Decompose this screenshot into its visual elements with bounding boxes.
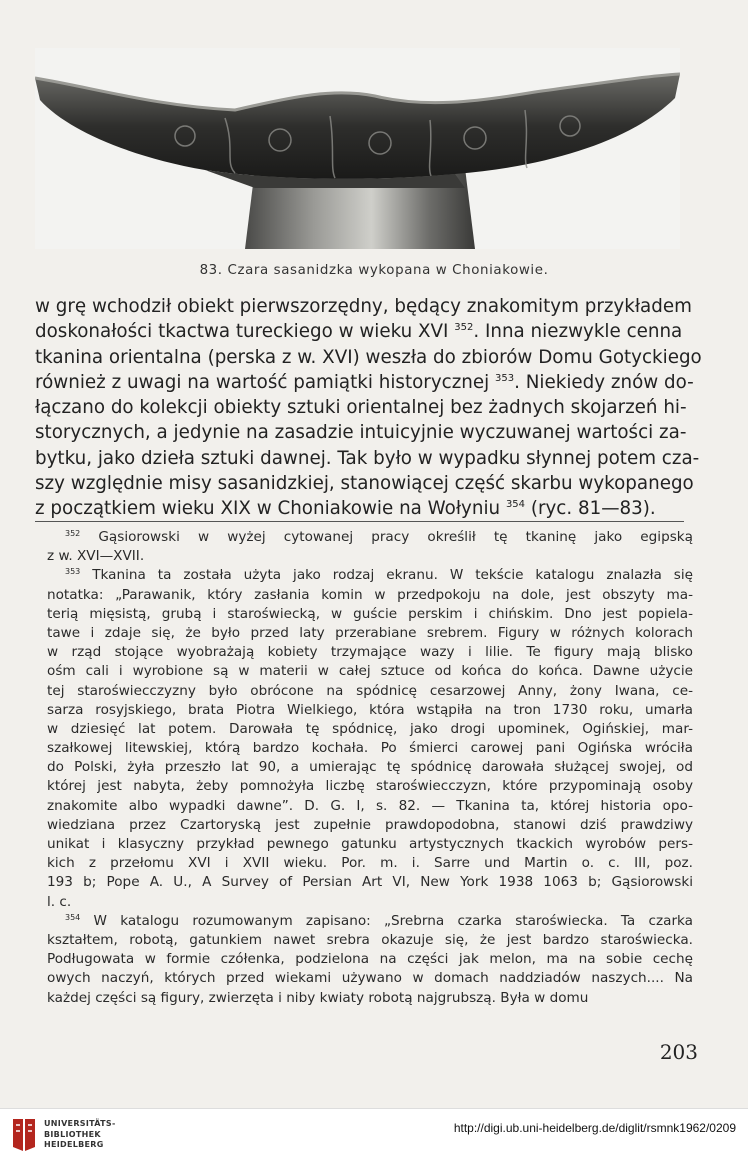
note-line (47, 816, 693, 835)
note-line (47, 701, 693, 720)
note-text: owych naczyń, których przed wiekami używano w domach naddziadów naszych.... Na (47, 970, 693, 987)
library-line-1: UNIVERSITÄTS- (44, 1119, 116, 1128)
note-line (47, 566, 693, 585)
note-text: każdej części są figury, zwierzęta i niby kwiaty robotą najgrubszą. Była w domu (47, 989, 589, 1006)
note-text: sarza rosyjskiego, brata Piotra Wielkiego, która wstąpiła na tron 1730 roku, umarła (47, 701, 693, 718)
page-number: 203 (659, 1040, 698, 1064)
main-text: doskonałości tkactwa tureckiego w wieku XVI (35, 321, 455, 343)
note-text: z w. XVI—XVII. (47, 548, 145, 565)
main-text: tkanina orientalna (perska z w. XVI) weszła do zbiorów Domu Gotyckiego (35, 346, 702, 368)
footnote-rule (35, 521, 684, 522)
note-line (47, 835, 693, 854)
note-text: unikat i klasyczny przykład pewnego gatunku artystycznych tkackich wyrobów pers- (47, 836, 693, 852)
figure-caption: 83. Czara sasanidzka wykopana w Choniakowie. (199, 263, 549, 278)
note-line (47, 682, 693, 701)
note-text: ośm cali i wyrobione są w materii w całej sztuce od końca do końca. Dawne użycie (47, 663, 693, 680)
note-line (47, 643, 693, 662)
note-line (47, 931, 693, 950)
note-line (47, 605, 693, 624)
note-line (47, 528, 693, 547)
note-text: Podługowata w formie czółenka, podzielona na części jak melon, ma na sobie cechę (47, 951, 693, 968)
footnote-text: W katalogu rozumowanym zapisano: „Srebrna czarka staroświecka. Ta czarka (80, 912, 693, 929)
note-text: l. c. (47, 893, 72, 910)
main-text: z początkiem wieku XIX w Choniakowie na Wołyniu (35, 498, 506, 520)
note-line (47, 739, 693, 758)
footnotes (47, 528, 693, 1008)
note-text: szałkowej litewskiej, którą bardzo kochała. Po śmierci carowej pani Ogińska wróciła (47, 740, 693, 757)
body-text (35, 294, 702, 522)
note-line (47, 624, 693, 643)
footnote-text: Tkanina ta została użyta jako rodzaj ekranu. W tekście katalogu znalazła się (80, 567, 693, 584)
main-text: w grę wchodził obiekt pierwszorzędny, będący znakomitym przykładem (35, 296, 692, 317)
note-text: wiedziana przez Czartoryską jest zupełnie prawdopodobna, stanowi dziś prawdziwy (47, 816, 693, 833)
main-line (35, 496, 669, 521)
main-line (35, 294, 692, 319)
note-text: terią mięsistą, grubą i staroświecką, w guście perskim i chińskim. Dno jest popiela- (47, 605, 693, 622)
main-text-cont: (ryc. 81—83). (525, 498, 656, 520)
library-line-3: HEIDELBERG (44, 1140, 104, 1149)
footnote-marker: 353 (65, 567, 81, 577)
note-line (47, 720, 693, 739)
main-line (35, 370, 694, 395)
main-text: również z uwagi na wartość pamiątki historycznej (35, 371, 496, 393)
note-line (47, 586, 693, 605)
note-line (47, 854, 693, 873)
footer-bar (0, 1108, 748, 1162)
note-line (47, 758, 693, 777)
note-text: tawe i zdaje się, że było przed laty przerabiane srebrem. Figury w różnych kolorach (47, 624, 693, 641)
note-line (47, 893, 693, 912)
note-line (47, 912, 693, 931)
main-text: bytku, jako dzieła sztuki dawnej. Tak było w wypadku słynnej potem cza- (35, 447, 700, 469)
note-text: kształtem, robotą, gatunkiem nawet srebra okazuje się, że jest bardzo staroświecka. (47, 931, 693, 948)
note-text: w dziesięć lat potem. Darowała tę spódnicę, jako drogi upominek, Ogińskiej, mar- (47, 720, 693, 737)
main-text: łączano do kolekcji obiekty sztuki orientalnej bez żadnych skojarzeń hi- (35, 397, 687, 419)
bowl-photo (35, 48, 680, 249)
note-text: tej staroświecczyzny było obrócone na spódnicę cesarzowej Anny, żony Iwana, ce- (47, 682, 693, 699)
note-line (47, 873, 693, 892)
footnote-marker: 352 (65, 529, 81, 538)
main-line (35, 345, 702, 370)
note-line (47, 777, 693, 796)
note-line (47, 989, 693, 1008)
note-line (47, 547, 693, 566)
note-text: 193 b; Pope A. U., A Survey of Persian Art VI, New York 1938 1063 b; Gąsiorowski (47, 874, 693, 891)
note-text: znakomite albo wypadki dawne”. D. G. I, s. 82. — Tkanina ta, której historia opo- (47, 797, 693, 814)
main-text: storycznych, a jedynie na zasadzie intuicyjnie wyczuwanej wartości za- (35, 422, 687, 444)
university-logo-icon (11, 1117, 37, 1153)
note-line (47, 969, 693, 988)
note-text: kich z przełomu XVI i XVII wieku. Por. m. i. Sarre und Martin o. c. III, poz. (47, 855, 693, 872)
main-line (35, 395, 687, 420)
main-text-cont: . Niekiedy znów do- (514, 371, 694, 393)
library-name (44, 1119, 116, 1151)
main-line (35, 420, 687, 445)
footnote-reference: 352 (454, 322, 474, 334)
main-line (35, 319, 683, 344)
footnote-text: Gąsiorowski w wyżej cytowanej pracy określił tę tkaninę jako egipską (80, 529, 693, 545)
note-line (47, 797, 693, 816)
note-text: w rząd stojące wyobrażają kobiety trzymające wazy i lilie. Te figury mają blisko (47, 644, 693, 661)
source-url-link[interactable]: http://digi.ub.uni-heidelberg.de/diglit/rsmnk1962/0209 (453, 1121, 736, 1135)
note-text: notatka: „Parawanik, który zasłania komin w przedpokoju na dole, jest obszyty ma- (47, 586, 693, 603)
main-text-cont: . Inna niezwykle cenna (473, 321, 683, 343)
library-line-2: BIBLIOTHEK (44, 1129, 101, 1139)
note-line (47, 662, 693, 681)
note-text: której jest nabyta, żeby pomnożyła liczbę staroświecczyzn, które przypominają osoby (47, 778, 693, 795)
main-line (35, 446, 700, 471)
footnote-reference: 353 (495, 372, 515, 384)
note-line (47, 950, 693, 969)
main-text: szy względnie misy sasanidzkiej, stanowiącej część skarbu wykopanego (35, 473, 694, 495)
main-line (35, 471, 694, 496)
note-text: do Polski, żyła przeszło lat 90, a umierając tę spódnicę darowała służącej swojej, od (47, 759, 693, 776)
footnote-marker: 354 (65, 912, 81, 922)
footnote-reference: 354 (505, 499, 526, 511)
